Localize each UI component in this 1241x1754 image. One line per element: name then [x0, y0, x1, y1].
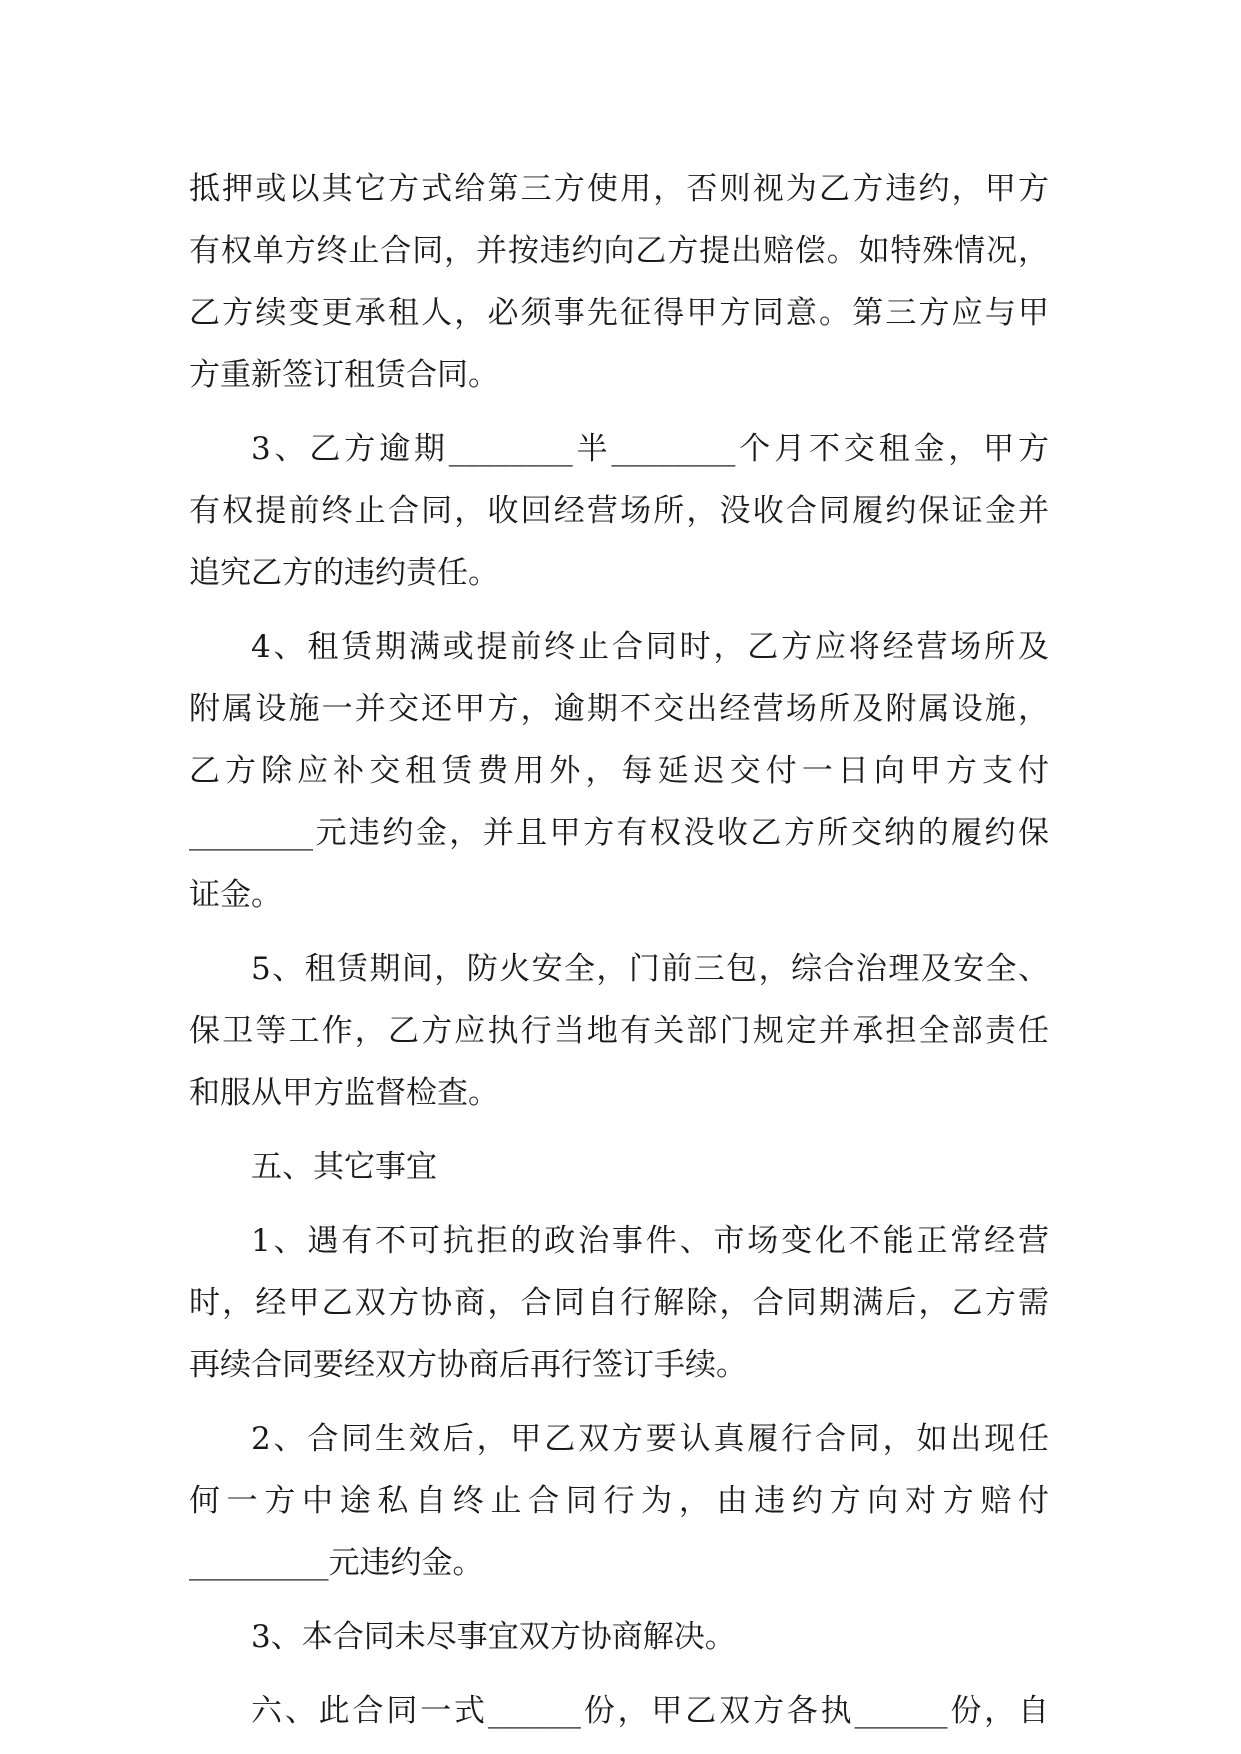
text-line: 时，经甲乙双方协商，合同自行解除，合同期满后，乙方需 — [189, 1285, 1049, 1321]
contract-text — [189, 158, 1049, 1742]
paragraph-spacer — [189, 1594, 1049, 1606]
text-line: 5、租赁期间，防火安全，门前三包，综合治理及安全、 — [251, 951, 1049, 987]
paragraph-spacer — [189, 1396, 1049, 1408]
paragraph-spacer — [189, 406, 1049, 418]
text-line: 和服从甲方监督检查。 — [189, 1075, 499, 1111]
text-line: ________元违约金，并且甲方有权没收乙方所交纳的履约保 — [189, 815, 1049, 851]
text-line: 1、遇有不可抗拒的政治事件、市场变化不能正常经营 — [251, 1223, 1049, 1259]
text-line: 有权提前终止合同，收回经营场所，没收合同履约保证金并 — [189, 493, 1049, 529]
text-line: 有权单方终止合同，并按违约向乙方提出赔偿。如特殊情况， — [189, 233, 1049, 269]
paragraph-spacer — [189, 1124, 1049, 1136]
text-line: _________元违约金。 — [189, 1545, 484, 1581]
text-line: 乙方除应补交租赁费用外，每延迟交付一日向甲方支付 — [189, 753, 1049, 789]
text-line: 再续合同要经双方协商后再行签订手续。 — [189, 1347, 747, 1383]
text-line: 4、租赁期满或提前终止合同时，乙方应将经营场所及 — [251, 629, 1049, 665]
text-line: 证金。 — [189, 877, 282, 913]
text-line: 何一方中途私自终止合同行为，由违约方向对方赔付 — [189, 1483, 1049, 1519]
paragraph-spacer — [189, 926, 1049, 938]
text-line: 抵押或以其它方式给第三方使用，否则视为乙方违约，甲方 — [189, 171, 1049, 207]
text-line: 乙方续变更承租人，必须事先征得甲方同意。第三方应与甲 — [189, 295, 1049, 331]
text-line: 五、其它事宜 — [251, 1149, 437, 1185]
text-line: 方重新签订租赁合同。 — [189, 357, 499, 393]
text-line: 2、合同生效后，甲乙双方要认真履行合同，如出现任 — [251, 1421, 1049, 1457]
text-line: 保卫等工作，乙方应执行当地有关部门规定并承担全部责任 — [189, 1013, 1049, 1049]
paragraph-spacer — [189, 1198, 1049, 1210]
text-line: 六、此合同一式______份，甲乙双方各执______份，自 — [251, 1693, 1049, 1729]
text-line: 3、本合同未尽事宜双方协商解决。 — [251, 1619, 736, 1655]
text-line: 追究乙方的违约责任。 — [189, 555, 499, 591]
text-line: 3、乙方逾期________半________个月不交租金，甲方 — [251, 431, 1049, 467]
paragraph-spacer — [189, 604, 1049, 616]
text-line: 附属设施一并交还甲方，逾期不交出经营场所及附属设施， — [189, 691, 1049, 727]
paragraph-spacer — [189, 1668, 1049, 1680]
